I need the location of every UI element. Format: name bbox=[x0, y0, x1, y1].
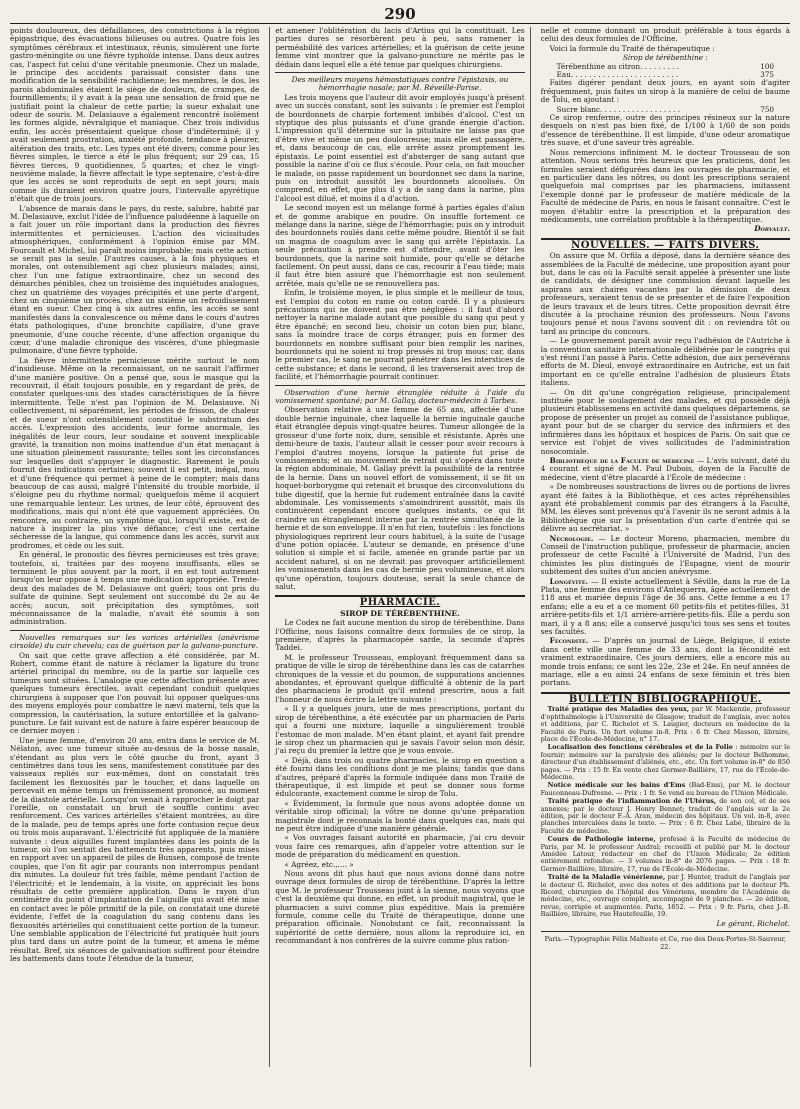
bib-entry bbox=[541, 798, 790, 835]
signature: Dorvault. bbox=[754, 224, 790, 234]
paragraph: On sait que cette grave affection a été considérée, par M. Robert, comme étant de nature à réclamer la ligature du tronc artériel principal du membre, ou de la partie sur laquelle ces tumeurs sont situées. L'analogie que cette affection présente avec quelques tumeurs érectiles, avait cependant conduit quelques chirurgiens à supposer que l'on pouvait lui opposer quelques-uns des moyens employés pour combattre le nævi materni, tels que la compression, la cautérisation, la suture entortillée et la galvano-puncture. Le fait suivant est de nature à faire espérer beaucoup de ce dernier moyen : bbox=[10, 650, 260, 736]
news-head: Bibliothèque de la Faculté de médecine bbox=[549, 455, 695, 465]
news-body: — D'après un journal de Liège, Belgique, il existe dans cette ville une femme de 33 ans, dont la fécondité est vraiment extraordinaire. Ces jours derniers, elle a encore mis au monde trois enfans; ce sont les 22e, 23e et 24e. En neuf années de mariage, elle a eu ainsi 24 enfans de sexe féminin et très bien portans. bbox=[540, 636, 790, 688]
paragraph: Ce sirop renferme, outre des principes résineux sur la nature desquels on n'est pas bien fixé, de 1/100 à 1/60 de son poids d'essence de térébenthine. Il est limpide, d'une odeur aromatique très suave, et d'une saveur très agréable. bbox=[540, 113, 790, 148]
paragraph: « Agréez, etc.,.... » bbox=[284, 859, 354, 869]
bib-title: Cours de Pathologie interne, bbox=[547, 835, 656, 844]
article-title: Nouvelles remarques sur les varices artérielles (anévrisme cirsoïde) du cuir chevelu; cas de guérison par la galvano-puncture. bbox=[10, 632, 260, 651]
section-heading: PHARMACIE. bbox=[359, 597, 441, 609]
bib-title: Traité de la Maladie vénérienne, bbox=[547, 873, 666, 882]
bib-body: : mémoire sur le fournir; mémoire sur la paralysie des aliénés; par le docteur Belhomme, directeur d'un établissement d'aliénés, etc., etc. Un fort volume in-8° de 850 pages. — Prix : 15 fr. En vente chez Germer-Baillière, 17, rue de l'École-de-Médecine. bbox=[540, 743, 790, 781]
printer-line: Paris.—Typographie Félix Malteste et Ce, rue des Deux-Portes-St-Sauveur, 22. bbox=[544, 935, 787, 952]
paragraph: Observation relative à une femme de 65 ans, affectée d'une double hernie inguinale, chez laquelle la hernie inguinale gauche était étranglée depuis vingt-quatre heures. Tumeur allongée de la grosseur d'une forte noix, dure, sensible et résistante. Après une demi-heure de taxis, l'auteur allait le cesser pour avoir recours à l'emploi d'autres moyens, lorsque la patiente fut prise de vomissements; et au mouvement de retrait qui s'opéra dans toute la région abdominale, M. Gallay prévit la possibilité de la rentrée de la hernie. Dans un nouvel effort de vomissement, il se fit un hoquet-borborygme qui retenait et brusque des circonvolutions du tube digestif, que la hernie fut rudement entraînée dans la cavité abdominale. Les vomissements s'amoindrirent aussitôt, mais ils continuèrent cependant encore quelques instants, ce qui fit craindre un étranglement interne par la rentrée simultanée de la hernie et de son enveloppe. Il n'en fut rien, toutefois : les fonctions physiologiques reprirent leur cours habituel, à la suite de l'usage d'une potion opiacée. L'auteur se demande, en présence d'une solution si simple et si facile, amenée en grande partie par un accident naturel, si on ne devrait pas provoquer artificiellement les vomissements dans les cas de hernie peu volumineuse, et alors qu'une opération, toujours douteuse, serait la seule chance de salut. bbox=[275, 405, 525, 591]
paragraph bbox=[541, 535, 790, 577]
news-head: Fécondité. bbox=[549, 636, 589, 646]
column-2 bbox=[269, 27, 530, 1067]
paragraph: Enfin, le troisième moyen, le plus simple et le meilleur de tous, est l'emploi du coton en rame ou coton cardé. Il y a plusieurs précautions qui ne doivent pas être négligées : il faut d'abord nettoyer la narine malade autant que possible du sang qui peut y être épanché; en second lieu, choisir un coton bien pur, blanc, sans la moindre trace de corps étranger, puis en former des bourdonnets en nombre suffisant pour bien remplir les narines, bourdonnets qui ne soient ni trop pressés ni trop mous; car, dans le premier cas, le sang ne pourrait pénétrer dans les interstices de cette substance; et dans le second, il les traverserait avec trop de facilité, et l'hémorrhagie pourrait continuer. bbox=[275, 288, 525, 382]
news-head: Nécrologie. bbox=[549, 533, 594, 543]
divider bbox=[10, 630, 259, 631]
paragraph bbox=[541, 457, 790, 482]
quantity: 750 bbox=[760, 104, 774, 114]
page-number: 290 bbox=[10, 6, 790, 24]
column-3 bbox=[541, 27, 790, 1067]
news-head: Longévité. bbox=[549, 576, 589, 586]
column-1 bbox=[10, 27, 259, 1067]
paragraph: On assure que M. Orfila a déposé, dans la dernière séance des assemblées de la Faculté de médecine, une proposition ayant pour but, dans le cas où la Faculté serait appelée à présenter une liste de candidats, de désigner une commission devant laquelle les aspirans aux chaires vacantes par la démission de deux professeurs, seraient tenus de se présenter et de faire l'exposition de leurs travaux et de leurs titres. Cette proposition devrait être discutée à la prochaine réunion des professeurs. Nous l'avons toujours pensé et nous l'avons souvent dit : on reviendra tôt ou tard au principe du concours. bbox=[540, 251, 790, 336]
bib-entry bbox=[541, 782, 790, 797]
paragraph: « Évidemment, la formule que nous avons adoptée donne un véritable sirop officinal; la vôtre ne donne qu'une préparation magistrale dont je reconnais la bonté dans quelques cas, mais qui ne peut être indiquée d'une manière générale. bbox=[275, 798, 525, 833]
news-body: — Le docteur Moreno, pharmacien, membre du Conseil de l'instruction publique, professeur de pharmacie, ancien professeur de cette Faculté à l'Université de Madrid, l'un des chimistes les plus distingués de l'Espagne, vient de mourir subitement des suites d'un ancien anévrysme. bbox=[540, 533, 790, 577]
bib-entry bbox=[541, 744, 790, 781]
bib-title: Traité pratique de l'inflammation de l'Utérus, bbox=[547, 797, 717, 806]
bib-entry bbox=[541, 706, 790, 743]
paragraph: En général, le pronostic des fièvres pernicieuses est très grave; toutefois, si, traitées par des moyens insuffisants, elles se terminent le plus souvent par la mort, il en est tout autrement lorsqu'on leur oppose à temps une médication appropriée. Trente-deux des malades de M. Delasiauve ont guéri; tous ont pris du sulfate de quinine. Sept seulement ont succombé du 2e au 4e accès; aucun, soit précipitation des symptômes, soit méconnaissance de la maladie, n'avait été soumis à son administration. bbox=[10, 550, 260, 627]
paragraph: et amener l'oblitération du lacis d'Artius qui la constituait. Les parties dures se résorbèrent peu à peu, sans ramener la perméabilité des varices artérielles; et la guérison de cette jeune femme vint montrer que la galvano-puncture ne mérite pas le dédain dans lequel elle a été tenue par quelques chirurgiens. bbox=[275, 27, 525, 69]
paragraph: Les trois moyens que l'auteur dit avoir employés jusqu'à présent avec un succès constant, sont les suivants : le premier est l'emploi de bourdonnets de charpie fortement imbibés d'alcool. C'est un styptique des plus puissants et d'une grande énergie d'action. L'impression qu'il détermine sur la pituitaire ne laisse pas que d'être vive et même un peu douloureuse; mais elle est passagère, et, dans beaucoup de cas, elle arrête assez promptement les épistaxis. Le point essentiel est d'absterger de sang autant que possible la narine d'où ce flux s'écoule. Pour cela, on fait moucher le malade, on passe rapidement un bourdonnet sec dans la narine, puis on introduit aussitôt les bourdonnets alcoolisés. On comprend, en effet, que plus il y a de sang dans la narine, plus l'alcool est dilué, et moins il a d'action. bbox=[275, 92, 525, 203]
paragraph: M. le professeur Trousseau, employant fréquemment dans sa pratique de ville le sirop de térébenthine dans les cas de catarrhes chroniques de la vessie et du poumon, de suppurations anciennes abondantes, et éprouvant quelque difficulté à obtenir de la part des pharmaciens le produit qu'il entend prescrire, nous a fait l'honneur de nous écrire la lettre suivante : bbox=[275, 652, 525, 704]
bib-body: par J. Hunter, traduit de l'anglais par le docteur G. Richelot, avec des notes et des additions par le docteur Ph. Ricord, chirurgien de l'hôpital des Vénériens, membre de l'Académie de médecine, etc., ouvrage complet, accompagné de 9 planches. — 2e édition, revue, corrigée et augmentée. Paris, 1852. — Prix : 9 fr. Paris, chez J.-B. Baillière, libraire, rue Hautefeuille, 19. bbox=[540, 873, 790, 919]
bib-body: (Bad-Ems), par M. le docteur Fauconneau-Dufresne. — Prix : 1 fr. Se vend au bureau de l'Union Médicale. bbox=[540, 781, 790, 797]
gerant-signature: Le gérant, Richelot. bbox=[716, 918, 790, 928]
paragraph: Nous avons dit plus haut que nous avions donné dans notre ouvrage deux formules de sirop de térébenthine. D'après la lettre que M. le professeur Trousseau joint à la sienne, nous voyons que c'est la deuxième qui donne, en effet, un produit magistral, que le pharmacien a suivi comme plus expéditive. Mais la première formule, comme celle du Traité de thérapeutique, donne une préparation officinale. Nonobstant ce fait, reconnaissant la supériorité de cette dernière, nous allons la reproduire ici, en recommandant à nos confrères de la suivre comme plus ration- bbox=[275, 869, 525, 946]
article-title: Des meilleurs moyens hémostatiques contre l'épistaxis, ou hémorrhagie nasale; par M. Réveillé-Parise. bbox=[291, 75, 509, 93]
bibliography bbox=[541, 706, 790, 918]
quantity: 375 bbox=[760, 70, 774, 80]
recipe-title: Sirop de térébenthine : bbox=[622, 53, 708, 63]
divider bbox=[275, 72, 524, 73]
quantity: 100 bbox=[760, 61, 774, 71]
ingredient: Eau. . . . . . . . . . . . . . . . . . . . . . . . bbox=[556, 70, 679, 80]
paragraph: « Vos ouvrages faisant autorité en pharmacie, j'ai cru devoir vous faire ces remarques, afin d'appeler votre attention sur le mode de préparation du médicament en question. bbox=[275, 833, 525, 860]
bib-body: par W. Mackenzie, professeur d'ophthalmologie à l'Université de Glasgow; traduit de l'anglais, avec notes et additions, par C. Richelot et S. Laugier, docteurs en médecine de la Faculté de Paris. Un fort volume in-8. Prix : 6 fr. Chez Masson, libraire, place de l'École-de-Médecine, n° 17. bbox=[540, 705, 790, 743]
paragraph: Le Codex ne fait aucune mention du sirop de térébenthine. Dans l'Officine, nous faisons connaître deux formules de ce sirop, la première, d'après la pharmacopée sarde, la seconde d'après Taddei. bbox=[275, 618, 525, 653]
paragraph: L'absence de marais dans le pays, du reste, salubre, habité par M. Delasiauve, exclut l'idée de l'influence paludéenne à laquelle on a fait jouer un rôle important dans la production des fièvres intermittentes et pernicieuses. L'action des vicissitudes atmosphériques, conformément à l'opinion émise par MM. Fourcault et Michel, lui paraît moins improbable; mais cette action se serait pas la seule. D'autres causes, à la fois physiques et morales, ont ostensiblement agi chez plusieurs malades; ainsi, chez l'un une fatigue extraordinaire, chez un second des démarches pénibles, chez un troisième des inquiétudes analogues, chez un quatrième des voyages précipités et une perte d'argent, chez un cinquième un procès, chez un sixième un refroidissement étant en sueur. Chez cinq à six autres enfin, les accès se sont manifestés dans la convalescence ou même dans le cours d'autres états pathologiques, d'une bronchite capillaire, d'une grave pneumonie, d'une couche récente, d'une affection organique du cœur, d'une maladie chronique des viscères, d'une phlegmasie pulmonaire, d'une fièvre typhoïde. bbox=[10, 203, 260, 356]
paragraph bbox=[541, 637, 790, 687]
paragraph: Voici la formule du Traité de thérapeutique : bbox=[549, 43, 715, 53]
paragraph: Nous remercions infiniment M. le docteur Trousseau de son attention. Nous serions très heureux que les praticiens, dont les formules seraient défigurées dans les ouvrages de pharmacie, et en particulier dans les nôtres, ou dont les prescriptions seraient quelquefois mal comprises par les pharmaciens, imitassent l'exemple donné par le professeur de matière médicale de la Faculté de médecine de Paris, en nous le faisant connaître. C'est le moyen d'établir entre la prescription et la préparation des médicaments, une corrélation profitable à la thérapeutique. bbox=[540, 147, 790, 224]
paragraph: — Le gouvernement paraît avoir reçu l'adhésion de l'Autriche à la convention sanitaire internationale délibérée par le congrès qui s'est réuni l'an passé à Paris. Cette adhésion, due aux persévérans efforts de M. Dieul, envoyé extraordinaire en Autriche, est un fait important en ce qu'elle entraîne l'adhésion de plusieurs États italiens. bbox=[540, 336, 790, 388]
paragraph: nelle et comme donnant un produit préférable à tous égards à celui des deux formules de l'Officine. bbox=[540, 27, 790, 44]
paragraph: Faites digérer pendant deux jours, en ayant soin d'agiter fréquemment, puis faites un sirop à la manière de celui de baume de Tolu, en ajoutant : bbox=[540, 78, 790, 105]
news-body: — Il existe actuellement à Séville, dans la rue de La Plata, une femme des environs d'Antequerra, âgée actuellement de 118 ans et mariée depuis l'âge de 36 ans. Cette femme a eu 17 enfans; elle a eu et a ce moment 60 petits-fils et petites-filles, 31 arrière-petits-fils et 1/1 arrière-arrière-petits-fils. Elle a perdu son mari, il y a 8 ans; elle a conservé jusqu'ici tous ses sens et toutes ses facultés. bbox=[540, 576, 790, 637]
news-body: — L'avis suivant, daté du 4 courant et signé de M. Paul Dubois, doyen de la Faculté de médecine, vient d'être placardé à l'École de médecine : bbox=[540, 455, 790, 482]
divider bbox=[275, 385, 524, 386]
paragraph: La fièvre intermittente pernicieuse mérite surtout le nom d'insidieuse. Même on la reconnaissant, on ne saurait l'affirmer d'une manière positive. On a pensé que, sous le masque qui la recouvrait, il était toujours possible, en y regardant de près, de constater quelques-uns des stades caractéristiques de la fièvre intermittente. Telle n'est pas l'opinion de M. Delasiauve. Ni collectivement, ni séparément, les périodes de frisson, de chaleur et de sueur n'ont ostensiblement constitué le substratum des accès. L'expression des accidents, leur forme anormale, les inégalités de leur cours, leur soudaine et souvent inexplicable gravité, la transition non moins inattendue d'un état menaçant à une situation pleinement rassurante; telles sont les circonstances sur lesquelles doit s'appuyer le diagnostic. Rarement le pouls fournit des indications certaines; souvent il est petit, inégal, mou et d'une fréquence qui permet à peine de le compter; mais dans beaucoup de cas aussi, malgré l'intensité du trouble morbide, il s'éloigne peu du rhythme normal; quelquefois même il acquiert une remarquable lenteur. Les urines, de leur côté, éprouvent des modifications, mais qui n'ont été que vaguement appréciées. On rencontre, au contraire, un symptôme qui, lorsqu'il existe, est de nature à inspirer la plus vive défiance; c'est une certaine sécheresse de la langue, qui commence dans les accès, survit aux prodromes, et cède ou les suit. bbox=[10, 355, 260, 550]
divider bbox=[541, 931, 790, 932]
paragraph: — On dit qu'une congrégation religieuse, principalement instituée pour le soulagement des malades, et qui possède déjà plusieurs établissemens en activité dans quelques départemens, se propose de présenter un projet au conseil de l'assistance publique, ayant pour but de se charger du service des infirmiers et des infirmières dans les hôpitaux et hospices de Paris. On sait que ce service est l'objet de vives sollicitudes de l'administration nosocomiale. bbox=[540, 387, 790, 456]
article-title: Observation d'une hernie étranglée réduite à l'aide du vomissement spontané; par M. Gallay, docteur-médecin à Tarbes. bbox=[275, 387, 525, 406]
recipe bbox=[541, 54, 790, 79]
paragraph bbox=[541, 578, 790, 637]
paragraph: Le second moyen est un mélange formé à parties égales d'alun et de gomme arabique en poudre. On insuffle fortement ce mélange dans la narine, siège de l'hémorrhagie; puis on y introduit des bourdonnets roulés dans cette même poudre. Bientôt il se fait un magma de coagulum avec le sang qui arrête l'épistaxis. La seule précaution à prendre est d'attendre, avant d'ôter les bourdonnets, que la narine soit humide, pour qu'elle se détache facilement. On peut aussi, dans ce cas, recourir à l'eau tiède; mais il faut être bien assuré que l'hémorrhagie est non seulement arrêtée, mais qu'elle ne se renouvellera pas. bbox=[275, 203, 525, 288]
section-heading: NOUVELLES. — FAITS DIVERS. bbox=[571, 239, 760, 251]
bib-title: Notice médicale sur les bains d'Ems bbox=[547, 781, 686, 790]
paragraph: points douloureux, des défaillances, des constrictions à la région épigastrique, des évacuations bilieuses ou autres. Quatre fois les symptômes cérébraux et intestinaux, réunis, simulèrent une forte gastro-méningite ou une fièvre typhoïde intense. Dans deux autres cas, l'aspect fut celui d'une véritable pneumonie. Chez un malade, le principe des accidents paraissait consister dans une modification de la sensibilité rachidienne; les membres, le dos, les parois abdominales étaient le siège de douleurs, de crampes, de fourmillements; il y avait à la peau une sensation de froid que ne justifiait point la chaleur de cette partie; la sueur exhalait une odeur de souris. M. Delasiauve a également rencontré isolément les formes algide, névralgique et maniaque. Chez trois individus enfin, les accès présentaient quelque chose d'indéterminé; il y avait seulement prostration, anxiété profonde, tendance à pleurer, altération des traits, etc. Les types ont été divers; comme pour les fièvres simples, le tierce a été le plus fréquent; sur 29 cas, 15 fièvres tierces, 9 quotidiennes, 5 quartes; et chez le vingt-neuvième malade, la fièvre affectait le type septenaire, c'est-à-dire que les accès se sont reproduits de sept en sept jours; mais comme ils duraient environ quatre jours, l'intervalle apyrétique n'était que de trois jours. bbox=[10, 27, 260, 204]
paragraph: « Il y a quelques jours, une de mes prescriptions, portant du sirop de térébenthine, a été exécutée par un pharmacien de Paris qui a fourni une mixture, laquelle a singulièrement troublé l'estomac de mon malade. M'en étant plaint, et ayant fait prendre le sirop chez un pharmacien qui je savais l'avoir selon mon désir, j'ai reçu du premier la lettre que je vous envoie. bbox=[275, 704, 525, 756]
paragraph: « Déjà, dans trois ou quatre pharmacies, le sirop en question a été fourni dans les conditions dont je me plains; tandis que dans d'autres, préparé d'après la formule indiquée dans mon Traité de thérapeutique, il est limpide et peut se donner sous forme édulcorante, exactement comme le sirop de Tolu. bbox=[275, 755, 525, 799]
columns bbox=[10, 27, 790, 1067]
bib-title: Localisation des fonctions cérébrales et de la Folie bbox=[547, 743, 733, 752]
bib-entry bbox=[541, 874, 790, 918]
section-heading: BULLETIN BIBLIOGRAPHIQUE. bbox=[568, 693, 762, 705]
bib-entry bbox=[541, 836, 790, 873]
paragraph: Une jeune femme, d'environ 20 ans, entra dans le service de M. Nélaton, avec une tumeur située au-dessus de la bosse nasale, s'étendant au plus vers le côté gauche du front, ayant 3 centimètres dans tous les sens, manifestement constituée par des vaisseaux repliés sur eux-mêmes, dont on constatait très facilement les flexuosités par le toucher, et dans laquelle on percevait en même temps un frémissement prononcé, au moment de la diastole artérielle. Lorsqu'on venait à rapprocher le doigt par l'oreille, on constatait un bruit de souffle continu avec renforcement. Ces varices artérielles s'étaient montrées, au dire de la malade, peu de temps après une forte contusion reçue deux ou trois mois auparavant. L'électricité fut appliquée de la manière suivante : deux aiguilles furent implantées dans les points de la tumeur, où l'on sentait des battements très apparents, puis mises en rapport avec un appareil de piles de Bunsen, composé de trente couples, que l'on fit agir par courants non interrompus pendant dix minutes. La douleur fut très faible, même pendant l'action de l'électricité; et le lendemain, à la visite, on appréciait les bons résultats de cette première application. Dans le rayon d'un centimètre du point d'implantation de l'aiguille qui avait été mise en contact avec le pôle primitif de la pile, on constatait une dureté évidente, l'effet de la coagulation du sang contenu dans les flexuosités artérielles qui constituaient cette portion de la tumeur. Une semblable application de l'électricité fut pratiquée huit jours plus tard dans un autre point de la tumeur, et amena le même résultat. Bref, six séances de galvanisation suffirent pour éteindre les battements dans toute l'étendue de la tumeur, bbox=[10, 735, 260, 964]
ingredient: Térébenthine au citron. . . . . . . . . bbox=[556, 61, 679, 71]
bib-body: de son col, et de ses annexes; par le docteur J. Henry Bennet; traduit de l'anglais sur la 2e édition, par le docteur F.-A. Aran, médecin des hôpitaux. Un vol. in-8, avec planches intercalées dans le texte. — Prix : 6 fr. Chez Labé, libraire de la Faculté de médecine. bbox=[540, 797, 790, 835]
subsection-heading: SIROP DE TÉRÉBENTHINE. bbox=[340, 608, 460, 618]
ingredient: Sucre blanc. . . . . . . . . . . . . . . . . . bbox=[556, 104, 681, 114]
bib-title: Traité pratique des Maladies des yeux, bbox=[547, 705, 690, 714]
newspaper-page bbox=[10, 6, 790, 1096]
paragraph: « De nombreuses soustractions de livres ou de portions de livres ayant été faites à la Bibliothèque, et ces actes répréhensibles ayant été probablement commis par des étrangers à la Faculté, MM. les élèves sont prévenus qu'à l'avenir ils ne seront admis à la Bibliothèque que sur la présentation d'un carte d'entrée qui se délivre au secrétariat. » bbox=[540, 482, 790, 534]
bib-body: professé à la Faculté de médecine de Paris, par M. le professeur Andral; recueilli et publié par M. le docteur Amédée Latour, rédacteur en chef de l'Union Médicale; 2e édition entièrement refondue. — 3 volumes in-8° de 2076 pages. — Prix : 18 fr. Germer-Baillière, libraire, 17, rue de l'École-de-Médecine. bbox=[540, 835, 790, 873]
